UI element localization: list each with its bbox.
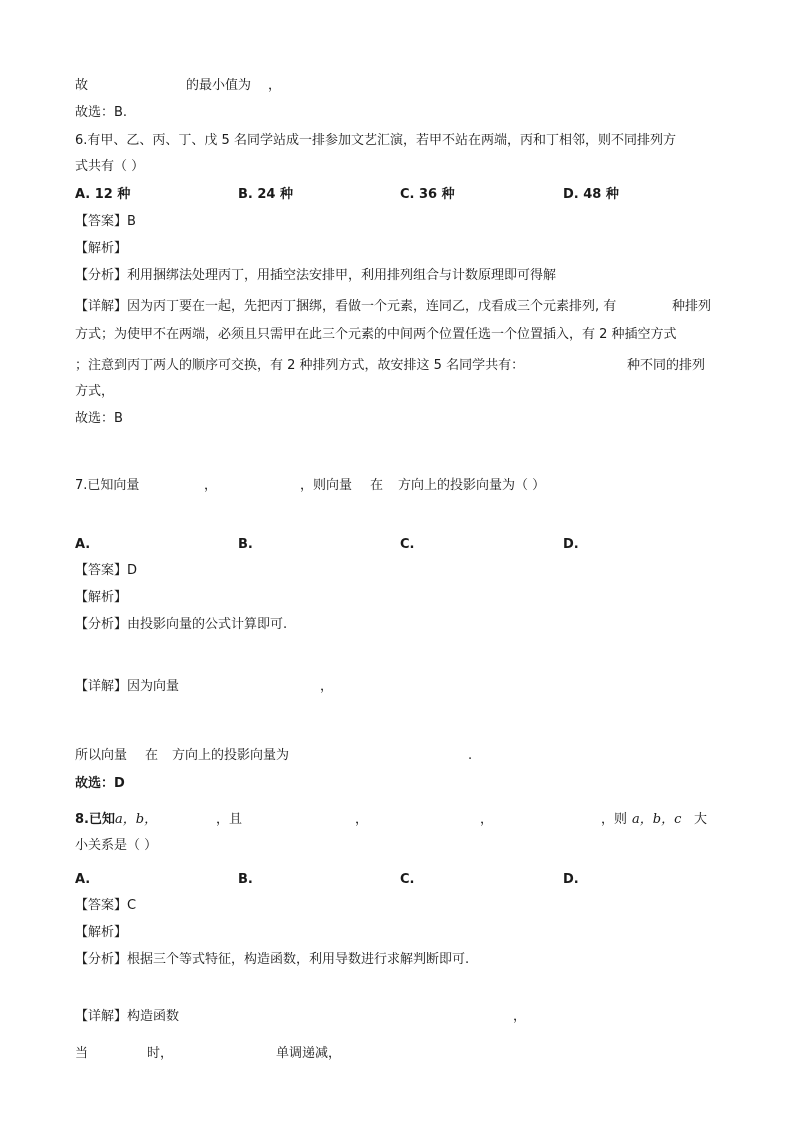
q8-stem-qie: ，且 <box>216 812 243 827</box>
q8-when-decreasing: 单调递减， <box>276 1046 342 1061</box>
q8-option-b: B. <box>238 872 253 887</box>
q7-analysis: 【分析】由投影向量的公式计算即可. <box>75 617 288 632</box>
q6-jiexi-heading: 【解析】 <box>75 241 128 256</box>
q7-stem-comma: ， <box>204 478 218 493</box>
q7-choice: 故选：D <box>75 776 125 791</box>
q7-stem-zai: 在 <box>370 478 384 493</box>
q6-option-b: B. 24 种 <box>238 187 293 202</box>
q6-detail-line4: 方式， <box>75 384 115 399</box>
q8-answer: 【答案】C <box>75 898 137 913</box>
q8-stem-da: 大 <box>694 812 708 827</box>
q6-detail-line1-end: 种排列 <box>672 299 712 314</box>
q8-jiexi-heading: 【解析】 <box>75 925 128 940</box>
q6-option-c: C. 36 种 <box>400 187 455 202</box>
q8-stem-vars2: a，b，c <box>632 812 682 827</box>
q7-option-a: A. <box>75 537 91 552</box>
q7-so-mid: 方向上的投影向量为 <box>172 748 290 763</box>
q8-stem-vars: a，b， <box>115 812 158 827</box>
q8-option-c: C. <box>400 872 415 887</box>
q7-so-start: 所以向量 <box>75 748 128 763</box>
q6-stem-line1: 6.有甲、乙、丙、丁、戊 5 名同学站成一排参加文艺汇演，若甲不站在两端，丙和丁相邻，则不同排列方 <box>75 133 676 148</box>
q6-stem-line2: 式共有（ ） <box>75 159 145 174</box>
q7-stem-start: 7.已知向量 <box>75 478 140 493</box>
q7-option-b: B. <box>238 537 253 552</box>
q7-detail: 【详解】因为向量 <box>75 679 180 694</box>
q6-analysis: 【分析】利用捆绑法处理丙丁，用插空法安排甲，利用排列组合与计数原理即可得解 <box>75 268 557 283</box>
q8-stem-ze: ，则 <box>601 812 628 827</box>
text-comma: ， <box>268 78 282 93</box>
q8-stem-line2: 小关系是（ ） <box>75 838 158 853</box>
q8-detail: 【详解】构造函数 <box>75 1009 180 1024</box>
q8-option-a: A. <box>75 872 91 887</box>
q7-answer: 【答案】D <box>75 563 138 578</box>
q8-option-d: D. <box>563 872 579 887</box>
q7-detail-comma: ， <box>320 679 334 694</box>
text-choice: 故选：B. <box>75 105 128 120</box>
q6-detail-line2: 方式；为使甲不在两端，必须且只需甲在此三个元素的中间两个位置任选一个位置插入，有 2 种插空方式 <box>75 327 677 342</box>
q8-stem-comma1: ， <box>355 812 369 827</box>
q6-choice: 故选：B <box>75 411 123 426</box>
q7-jiexi-heading: 【解析】 <box>75 590 128 605</box>
q8-stem-start: 8.已知 <box>75 812 115 827</box>
q7-so-zai: 在 <box>145 748 159 763</box>
q8-stem-comma2: ， <box>480 812 494 827</box>
q7-stem-end: 方向上的投影向量为（ ） <box>398 478 546 493</box>
q6-detail-line1: 【详解】因为丙丁要在一起，先把丙丁捆绑，看做一个元素，连同乙，戊看成三个元素排列, 有 <box>75 299 617 314</box>
q8-analysis: 【分析】根据三个等式特征，构造函数，利用导数进行求解判断即可. <box>75 952 470 967</box>
q7-option-d: D. <box>563 537 579 552</box>
text-gu: 故 <box>75 78 89 93</box>
q6-detail-line3: ；注意到丙丁两人的顺序可交换，有 2 种排列方式，故安排这 5 名同学共有： <box>75 358 525 373</box>
q8-detail-comma: ， <box>513 1009 527 1024</box>
q7-option-c: C. <box>400 537 415 552</box>
q8-when: 当 <box>75 1046 89 1061</box>
q6-option-a: A. 12 种 <box>75 187 131 202</box>
q6-option-d: D. 48 种 <box>563 187 619 202</box>
q6-detail-line3-end: 种不同的排列 <box>627 358 706 373</box>
q7-stem-vector: ，则向量 <box>300 478 353 493</box>
q8-when-shi: 时， <box>147 1046 174 1061</box>
q7-so-period: . <box>468 748 473 763</box>
text-min-value: 的最小值为 <box>186 78 252 93</box>
q6-answer: 【答案】B <box>75 214 136 229</box>
